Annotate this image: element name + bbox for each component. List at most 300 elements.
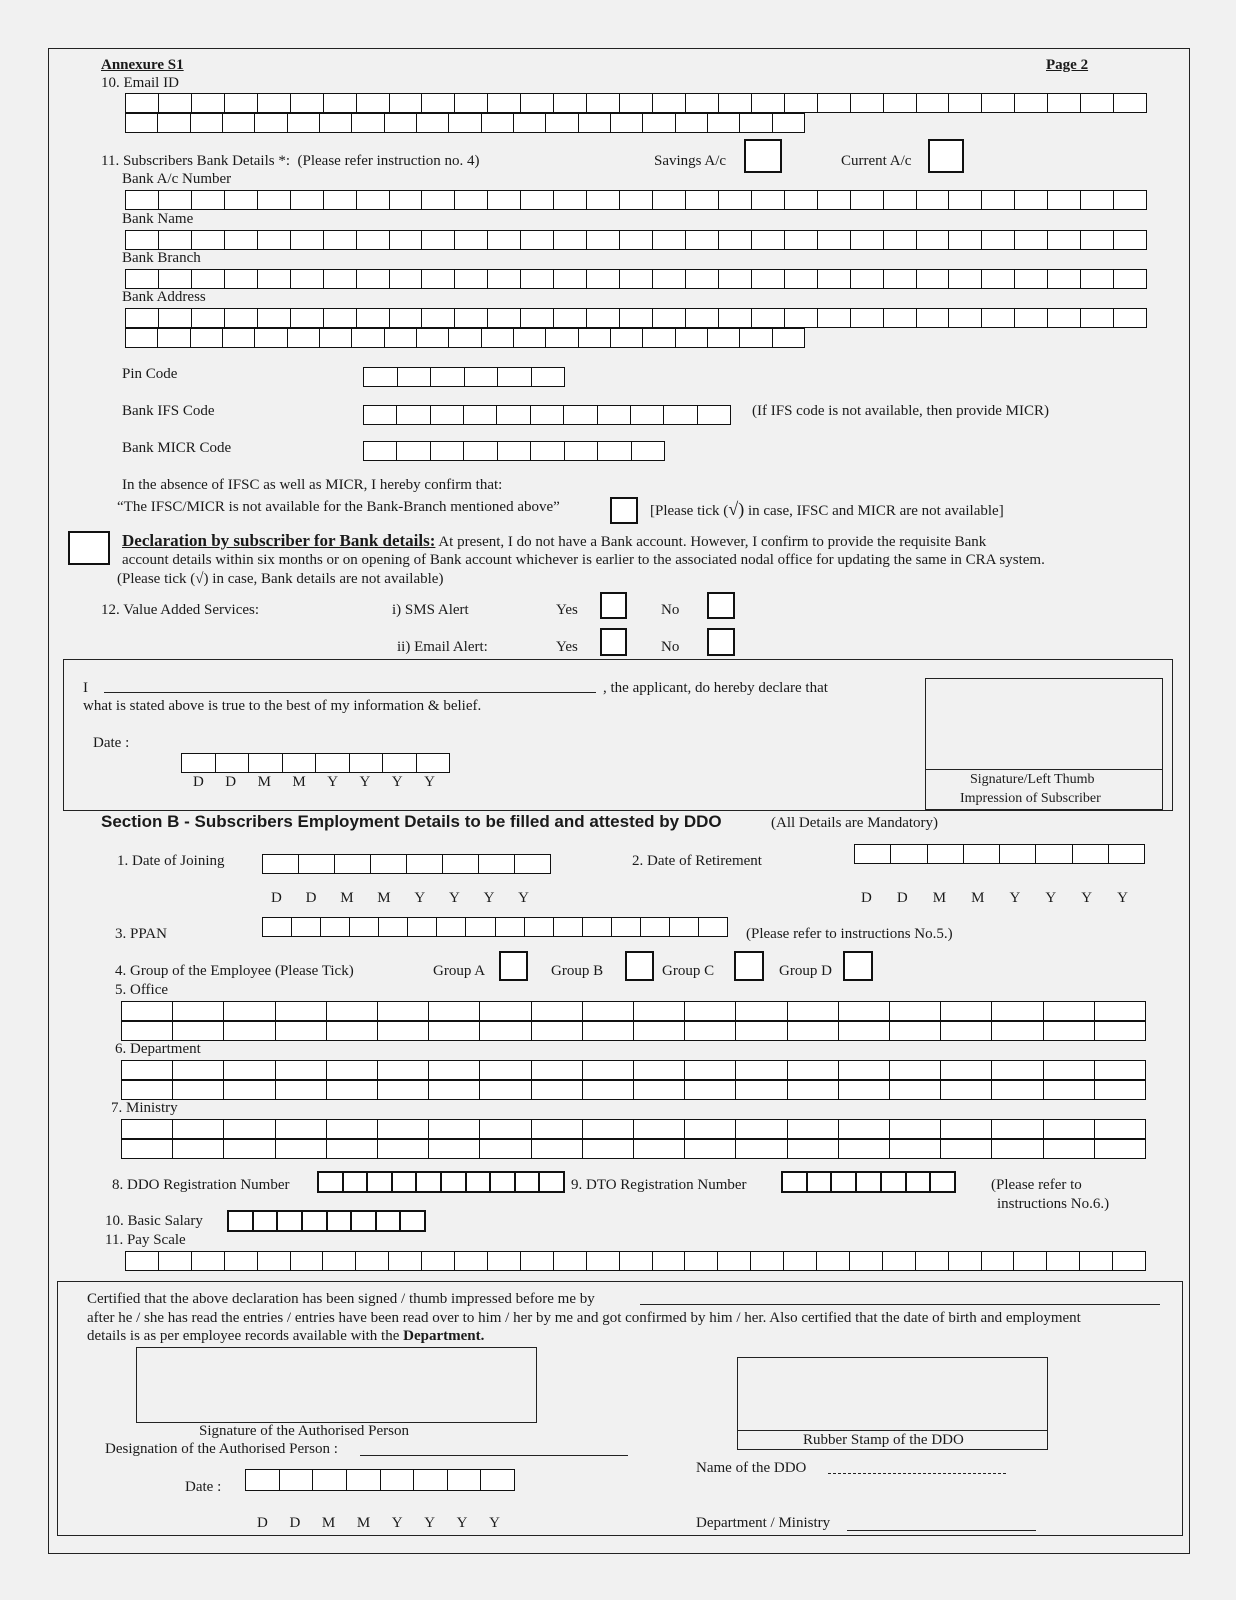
char-cell[interactable] [479,1080,530,1100]
char-cell[interactable] [275,1060,326,1080]
char-cell[interactable] [334,854,370,874]
char-cell[interactable] [735,1001,786,1021]
char-cell[interactable] [1094,1139,1146,1159]
char-cell[interactable] [597,441,630,461]
char-cell[interactable] [675,113,707,133]
char-cell[interactable] [531,1080,582,1100]
char-cell[interactable] [611,917,640,937]
char-cell[interactable] [377,1139,428,1159]
char-cell[interactable] [384,328,416,348]
char-cell[interactable] [531,1060,582,1080]
char-cell[interactable] [191,308,224,328]
char-cell[interactable] [830,1171,855,1193]
char-cell[interactable] [582,1060,633,1080]
char-cell[interactable] [326,1080,377,1100]
char-cell[interactable] [948,93,981,113]
char-cell[interactable] [158,230,191,250]
char-cell[interactable] [121,1001,172,1021]
char-cell[interactable] [436,917,465,937]
char-cell[interactable] [351,113,383,133]
char-cell[interactable] [191,190,224,210]
char-cell[interactable] [428,1119,479,1139]
char-cell[interactable] [781,1171,806,1193]
char-cell[interactable] [545,113,577,133]
char-cell[interactable] [783,1251,816,1271]
group-a-checkbox[interactable] [499,951,528,981]
char-cell[interactable] [652,1251,685,1271]
char-cell[interactable] [454,269,487,289]
office-field-row2[interactable] [121,1021,1146,1041]
char-cell[interactable] [172,1001,223,1021]
char-cell[interactable] [290,269,323,289]
char-cell[interactable] [430,441,463,461]
char-cell[interactable] [684,1080,735,1100]
char-cell[interactable] [495,917,524,937]
department-field-row2[interactable] [121,1080,1146,1100]
char-cell[interactable] [772,113,805,133]
char-cell[interactable] [553,269,586,289]
char-cell[interactable] [121,1080,172,1100]
char-cell[interactable] [1014,269,1047,289]
char-cell[interactable] [684,1251,717,1271]
char-cell[interactable] [739,328,771,348]
char-cell[interactable] [428,1060,479,1080]
char-cell[interactable] [735,1139,786,1159]
char-cell[interactable] [464,367,498,387]
char-cell[interactable] [855,1171,880,1193]
char-cell[interactable] [718,93,751,113]
char-cell[interactable] [496,405,529,425]
char-cell[interactable] [1080,190,1113,210]
char-cell[interactable] [158,1251,191,1271]
certification-date-field[interactable] [245,1469,515,1491]
char-cell[interactable] [1043,1021,1094,1041]
char-cell[interactable] [787,1060,838,1080]
char-cell[interactable] [389,93,422,113]
bank-address-field-row1[interactable] [125,308,1147,328]
char-cell[interactable] [787,1119,838,1139]
designation-line[interactable] [360,1455,628,1456]
char-cell[interactable] [963,844,999,864]
char-cell[interactable] [1072,844,1108,864]
char-cell[interactable] [850,93,883,113]
char-cell[interactable] [916,230,949,250]
char-cell[interactable] [1108,844,1145,864]
char-cell[interactable] [1113,269,1147,289]
char-cell[interactable] [191,230,224,250]
char-cell[interactable] [257,269,290,289]
char-cell[interactable] [382,753,416,773]
char-cell[interactable] [248,753,282,773]
char-cell[interactable] [597,405,630,425]
char-cell[interactable] [1014,308,1047,328]
char-cell[interactable] [315,753,349,773]
date-of-retirement-field[interactable] [854,844,1145,864]
char-cell[interactable] [698,917,728,937]
char-cell[interactable] [578,328,610,348]
char-cell[interactable] [1043,1139,1094,1159]
char-cell[interactable] [125,230,158,250]
char-cell[interactable] [633,1080,684,1100]
office-field-row1[interactable] [121,1001,1146,1021]
char-cell[interactable] [416,328,448,348]
char-cell[interactable] [553,93,586,113]
char-cell[interactable] [707,328,739,348]
char-cell[interactable] [257,308,290,328]
char-cell[interactable] [940,1080,991,1100]
char-cell[interactable] [301,1210,326,1232]
char-cell[interactable] [317,1171,342,1193]
ddo-registration-field[interactable] [317,1171,565,1193]
char-cell[interactable] [531,1139,582,1159]
char-cell[interactable] [227,1210,252,1232]
char-cell[interactable] [479,1001,530,1021]
char-cell[interactable] [489,1171,514,1193]
char-cell[interactable] [784,93,817,113]
char-cell[interactable] [319,113,351,133]
char-cell[interactable] [326,1060,377,1080]
char-cell[interactable] [619,230,652,250]
char-cell[interactable] [428,1021,479,1041]
char-cell[interactable] [421,269,454,289]
char-cell[interactable] [675,328,707,348]
char-cell[interactable] [684,1001,735,1021]
char-cell[interactable] [685,308,718,328]
char-cell[interactable] [586,308,619,328]
char-cell[interactable] [553,917,582,937]
char-cell[interactable] [991,1119,1042,1139]
char-cell[interactable] [125,269,158,289]
char-cell[interactable] [1043,1060,1094,1080]
char-cell[interactable] [276,1210,301,1232]
char-cell[interactable] [378,917,407,937]
char-cell[interactable] [326,1210,351,1232]
char-cell[interactable] [454,190,487,210]
char-cell[interactable] [428,1001,479,1021]
char-cell[interactable] [948,269,981,289]
char-cell[interactable] [351,328,383,348]
char-cell[interactable] [981,93,1014,113]
char-cell[interactable] [465,917,494,937]
char-cell[interactable] [582,1119,633,1139]
char-cell[interactable] [948,308,981,328]
char-cell[interactable] [487,190,520,210]
char-cell[interactable] [223,1080,274,1100]
char-cell[interactable] [817,269,850,289]
char-cell[interactable] [413,1469,447,1491]
char-cell[interactable] [262,854,298,874]
char-cell[interactable] [707,113,739,133]
char-cell[interactable] [389,230,422,250]
char-cell[interactable] [915,1251,948,1271]
char-cell[interactable] [479,1021,530,1041]
char-cell[interactable] [520,269,553,289]
char-cell[interactable] [684,1119,735,1139]
char-cell[interactable] [275,1119,326,1139]
char-cell[interactable] [349,753,383,773]
char-cell[interactable] [564,441,597,461]
char-cell[interactable] [356,269,389,289]
char-cell[interactable] [642,113,674,133]
applicant-name-line[interactable] [104,692,596,693]
char-cell[interactable] [999,844,1035,864]
char-cell[interactable] [125,93,158,113]
char-cell[interactable] [697,405,731,425]
bank-branch-field[interactable] [125,269,1147,289]
char-cell[interactable] [497,441,530,461]
char-cell[interactable] [787,1001,838,1021]
char-cell[interactable] [545,328,577,348]
char-cell[interactable] [326,1139,377,1159]
char-cell[interactable] [121,1060,172,1080]
char-cell[interactable] [520,190,553,210]
char-cell[interactable] [479,1139,530,1159]
char-cell[interactable] [421,308,454,328]
char-cell[interactable] [586,230,619,250]
char-cell[interactable] [223,1060,274,1080]
char-cell[interactable] [889,1119,940,1139]
char-cell[interactable] [787,1080,838,1100]
char-cell[interactable] [991,1139,1042,1159]
char-cell[interactable] [157,328,189,348]
char-cell[interactable] [421,93,454,113]
char-cell[interactable] [1043,1080,1094,1100]
char-cell[interactable] [948,1251,981,1271]
char-cell[interactable] [1046,1251,1079,1271]
applicant-date-field[interactable] [181,753,450,773]
char-cell[interactable] [384,113,416,133]
char-cell[interactable] [215,753,249,773]
char-cell[interactable] [245,1469,279,1491]
char-cell[interactable] [850,269,883,289]
char-cell[interactable] [172,1060,223,1080]
group-d-checkbox[interactable] [843,951,873,981]
char-cell[interactable] [538,1171,565,1193]
savings-account-checkbox[interactable] [744,139,782,173]
char-cell[interactable] [428,1080,479,1100]
char-cell[interactable] [465,1171,490,1193]
char-cell[interactable] [312,1469,346,1491]
char-cell[interactable] [514,1171,539,1193]
char-cell[interactable] [981,230,1014,250]
char-cell[interactable] [1113,308,1147,328]
char-cell[interactable] [750,1251,783,1271]
char-cell[interactable] [940,1060,991,1080]
char-cell[interactable] [630,405,663,425]
micr-code-field[interactable] [363,441,665,461]
char-cell[interactable] [323,93,356,113]
char-cell[interactable] [718,308,751,328]
char-cell[interactable] [275,1021,326,1041]
char-cell[interactable] [377,1060,428,1080]
char-cell[interactable] [735,1060,786,1080]
char-cell[interactable] [838,1080,889,1100]
char-cell[interactable] [1013,1251,1046,1271]
char-cell[interactable] [191,269,224,289]
email-yes-checkbox[interactable] [600,628,627,656]
char-cell[interactable] [838,1119,889,1139]
char-cell[interactable] [816,1251,849,1271]
char-cell[interactable] [916,269,949,289]
char-cell[interactable] [633,1001,684,1021]
ddo-name-line[interactable] [828,1473,1006,1474]
char-cell[interactable] [513,113,545,133]
char-cell[interactable] [582,1001,633,1021]
char-cell[interactable] [1014,190,1047,210]
char-cell[interactable] [735,1021,786,1041]
char-cell[interactable] [428,1139,479,1159]
char-cell[interactable] [447,1469,481,1491]
char-cell[interactable] [349,917,378,937]
char-cell[interactable] [784,190,817,210]
char-cell[interactable] [479,1119,530,1139]
char-cell[interactable] [640,917,669,937]
char-cell[interactable] [718,230,751,250]
char-cell[interactable] [751,230,784,250]
char-cell[interactable] [880,1171,905,1193]
char-cell[interactable] [290,308,323,328]
char-cell[interactable] [619,308,652,328]
char-cell[interactable] [929,1171,956,1193]
char-cell[interactable] [323,230,356,250]
char-cell[interactable] [633,1139,684,1159]
email-field-row1[interactable] [125,93,1147,113]
char-cell[interactable] [890,844,926,864]
char-cell[interactable] [772,328,805,348]
char-cell[interactable] [350,1210,375,1232]
char-cell[interactable] [326,1021,377,1041]
char-cell[interactable] [370,854,406,874]
char-cell[interactable] [513,328,545,348]
char-cell[interactable] [448,328,480,348]
char-cell[interactable] [1080,93,1113,113]
char-cell[interactable] [1047,190,1080,210]
char-cell[interactable] [619,1251,652,1271]
char-cell[interactable] [363,367,397,387]
char-cell[interactable] [1080,308,1113,328]
char-cell[interactable] [849,1251,882,1271]
group-b-checkbox[interactable] [625,951,654,981]
char-cell[interactable] [889,1139,940,1159]
char-cell[interactable] [448,113,480,133]
char-cell[interactable] [125,1251,158,1271]
char-cell[interactable] [157,113,189,133]
char-cell[interactable] [279,1469,313,1491]
char-cell[interactable] [981,1251,1014,1271]
char-cell[interactable] [817,93,850,113]
char-cell[interactable] [610,328,642,348]
char-cell[interactable] [563,405,596,425]
char-cell[interactable] [838,1139,889,1159]
char-cell[interactable] [586,269,619,289]
char-cell[interactable] [275,1001,326,1021]
char-cell[interactable] [366,1171,391,1193]
char-cell[interactable] [684,1139,735,1159]
char-cell[interactable] [172,1021,223,1041]
char-cell[interactable] [838,1001,889,1021]
char-cell[interactable] [531,1119,582,1139]
char-cell[interactable] [652,269,685,289]
char-cell[interactable] [530,405,563,425]
pay-scale-field[interactable] [125,1251,1146,1271]
certified-person-line[interactable] [640,1304,1160,1305]
char-cell[interactable] [421,1251,454,1271]
char-cell[interactable] [663,405,696,425]
char-cell[interactable] [487,93,520,113]
char-cell[interactable] [582,1139,633,1159]
char-cell[interactable] [981,190,1014,210]
char-cell[interactable] [784,230,817,250]
char-cell[interactable] [421,190,454,210]
char-cell[interactable] [553,230,586,250]
char-cell[interactable] [520,1251,553,1271]
char-cell[interactable] [619,190,652,210]
char-cell[interactable] [326,1119,377,1139]
char-cell[interactable] [377,1080,428,1100]
email-field-row2[interactable] [125,113,805,133]
char-cell[interactable] [363,405,396,425]
ministry-field-row1[interactable] [121,1119,1146,1139]
char-cell[interactable] [1080,269,1113,289]
char-cell[interactable] [684,1060,735,1080]
char-cell[interactable] [991,1001,1042,1021]
char-cell[interactable] [1094,1080,1146,1100]
char-cell[interactable] [430,367,464,387]
char-cell[interactable] [222,113,254,133]
char-cell[interactable] [948,230,981,250]
char-cell[interactable] [326,1001,377,1021]
char-cell[interactable] [883,308,916,328]
char-cell[interactable] [718,269,751,289]
char-cell[interactable] [882,1251,915,1271]
char-cell[interactable] [355,1251,388,1271]
char-cell[interactable] [685,269,718,289]
char-cell[interactable] [1047,269,1080,289]
char-cell[interactable] [287,113,319,133]
char-cell[interactable] [391,1171,416,1193]
char-cell[interactable] [121,1119,172,1139]
char-cell[interactable] [1047,230,1080,250]
char-cell[interactable] [642,328,674,348]
sms-yes-checkbox[interactable] [600,592,627,619]
char-cell[interactable] [685,230,718,250]
char-cell[interactable] [905,1171,930,1193]
char-cell[interactable] [1112,1251,1146,1271]
char-cell[interactable] [125,113,157,133]
char-cell[interactable] [287,328,319,348]
char-cell[interactable] [389,190,422,210]
char-cell[interactable] [388,1251,421,1271]
char-cell[interactable] [784,308,817,328]
char-cell[interactable] [838,1060,889,1080]
char-cell[interactable] [191,93,224,113]
char-cell[interactable] [396,441,429,461]
char-cell[interactable] [125,308,158,328]
char-cell[interactable] [481,328,513,348]
char-cell[interactable] [1043,1001,1094,1021]
char-cell[interactable] [406,854,442,874]
char-cell[interactable] [442,854,478,874]
char-cell[interactable] [487,230,520,250]
char-cell[interactable] [610,113,642,133]
current-account-checkbox[interactable] [928,139,964,173]
char-cell[interactable] [224,269,257,289]
char-cell[interactable] [275,1080,326,1100]
char-cell[interactable] [531,1001,582,1021]
char-cell[interactable] [254,113,286,133]
char-cell[interactable] [739,113,771,133]
char-cell[interactable] [487,269,520,289]
